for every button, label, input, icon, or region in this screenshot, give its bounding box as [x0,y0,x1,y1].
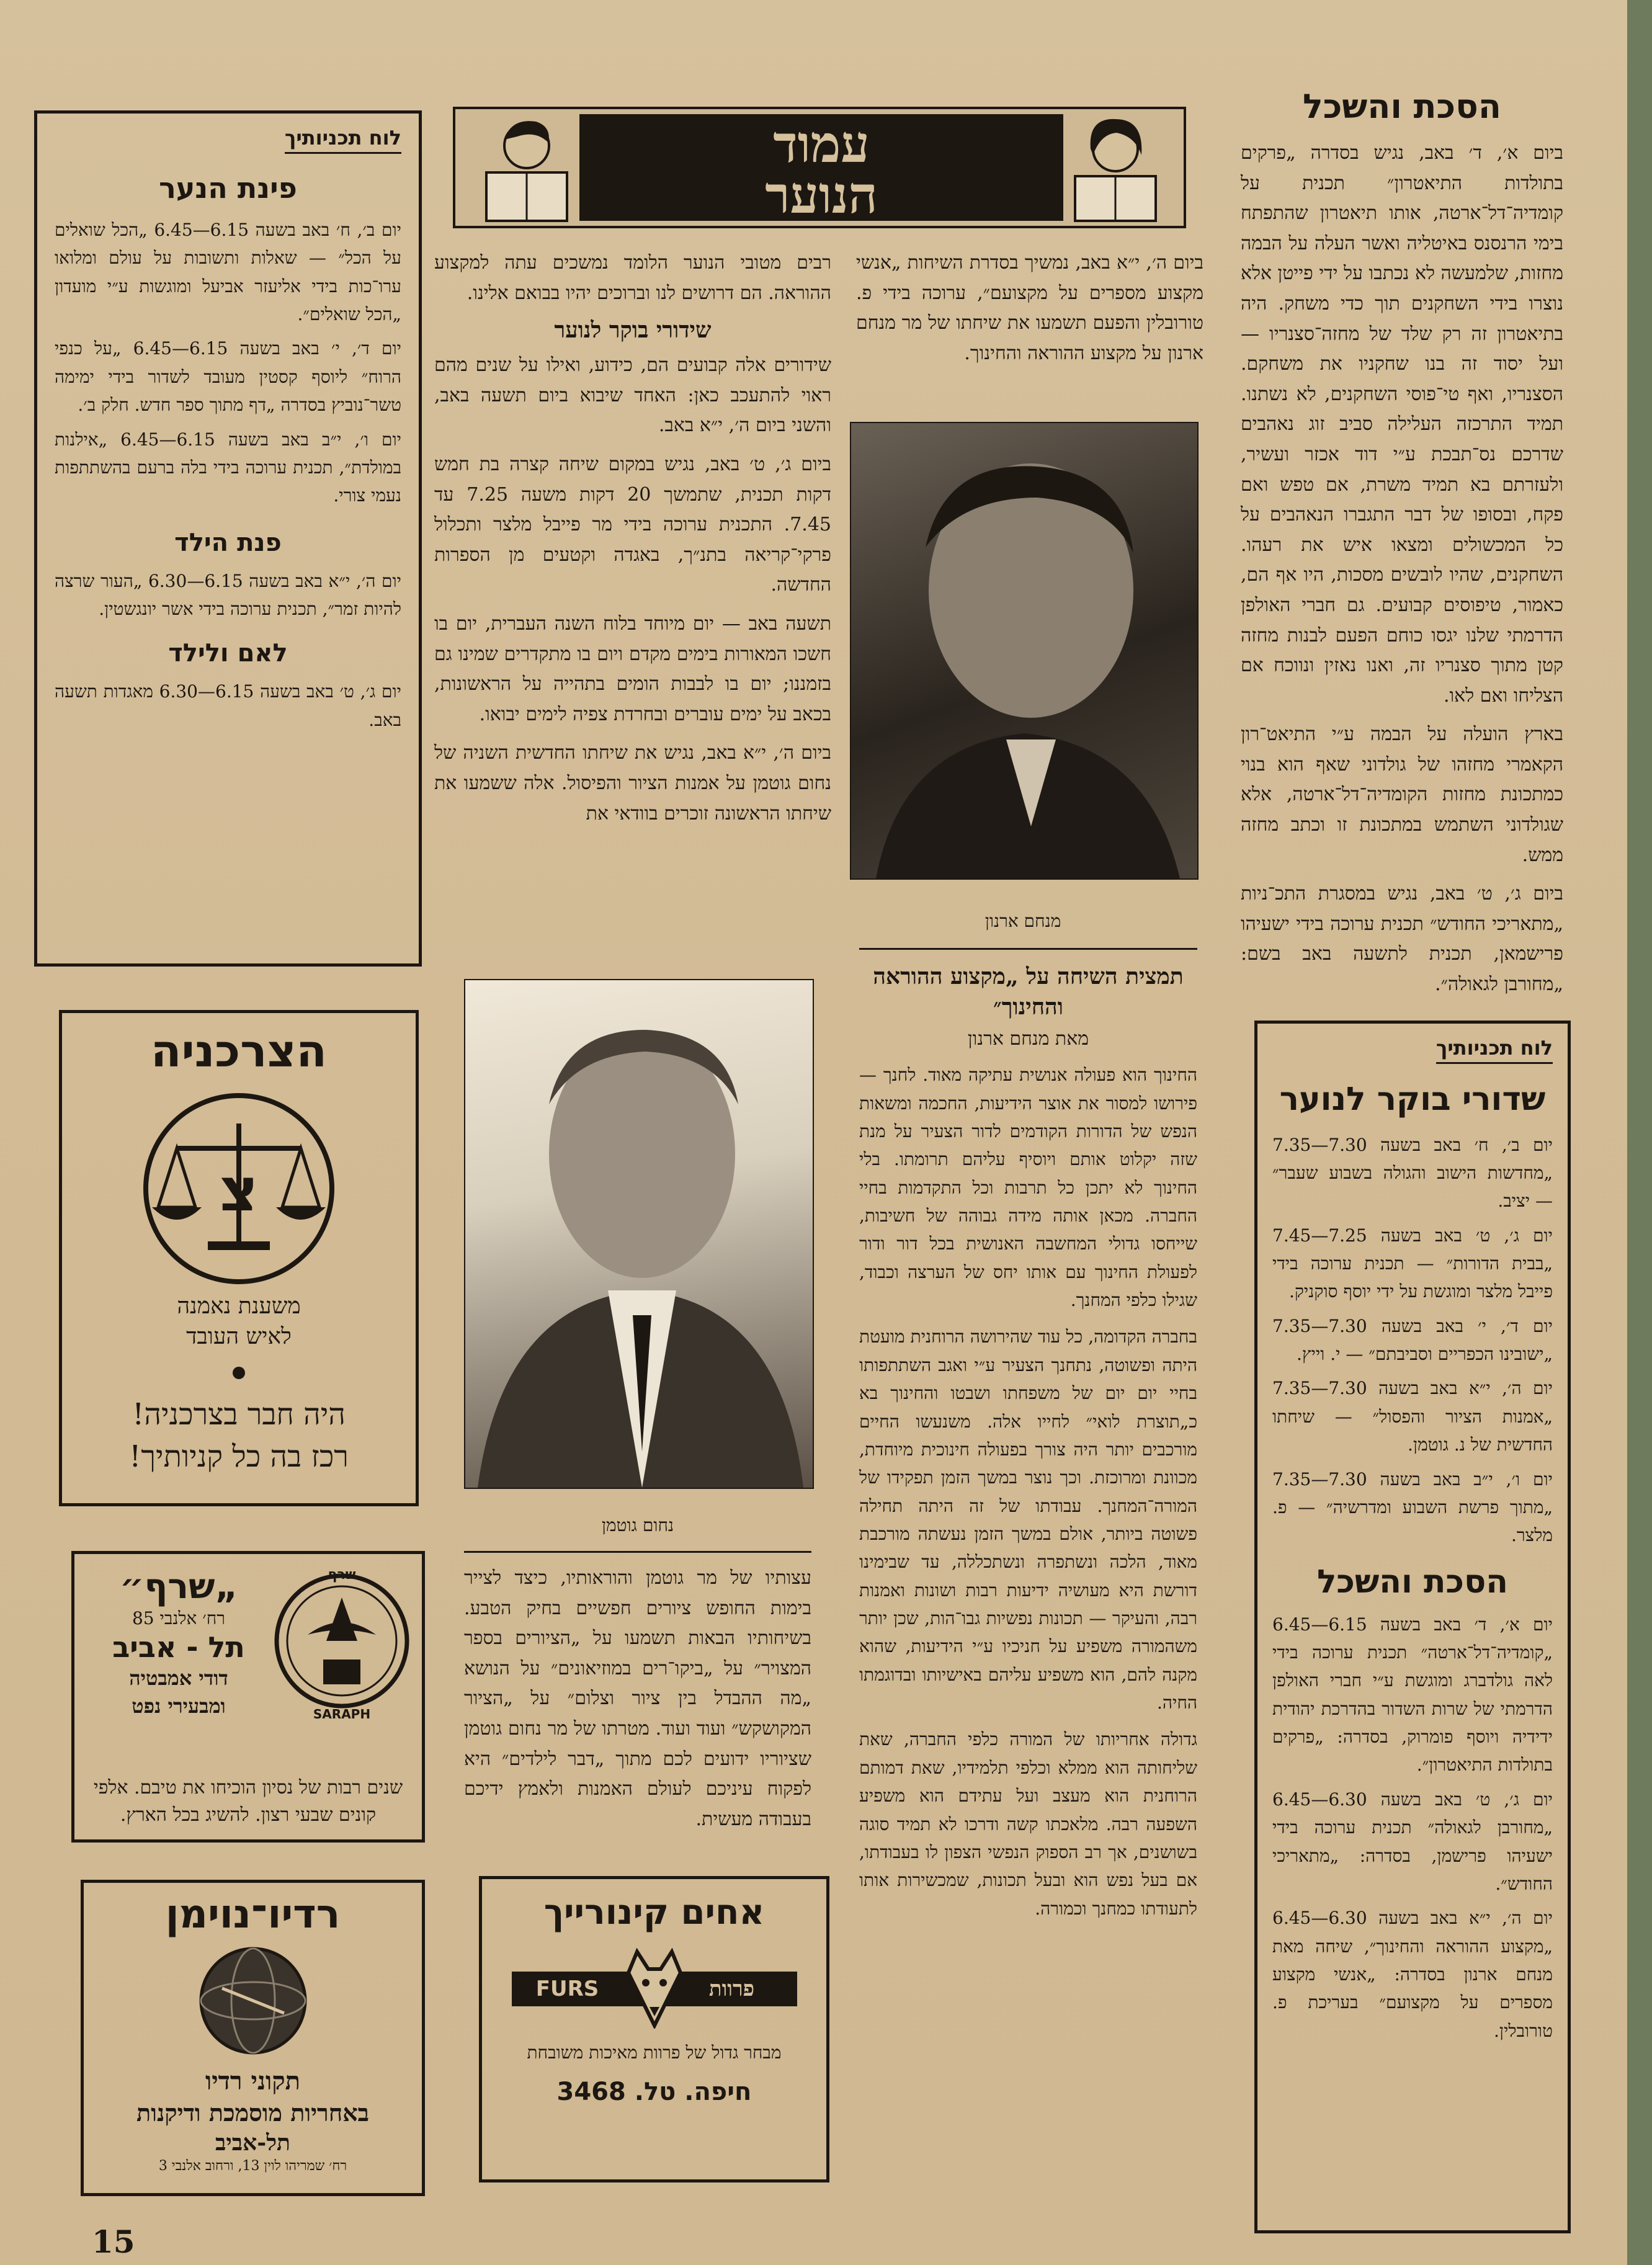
ad-address: רח׳ שמריהו לוין 13, ורחוב אלנבי 3 [158,2158,347,2174]
schedule-label: לוח תכניותיך [285,126,401,154]
column-intro: רבים מטובי הנוער הלומד נמשכים עתה למקצוע ההוראה. הם דרושים לנו וברוכים יהיו בבואם אלינו. [434,252,831,304]
ad-tzarchania [59,1010,419,1506]
ad-name: „שרף״ [119,1566,238,1607]
brand-latin: FURS [535,1977,599,2002]
article-paragraph: החינוך הוא פעולה אנושית עתיקה מאוד. לחנך — פירושו למסור את אוצר הידיעות, החכמה ומשאות הנפש של הדורות הקודמים לדור הצעיר על מנת שזה יקלוט אותם ויוסיף עליהם תרומתו. בלי החינוך לא יתכן כל תרבות וכל התקדמות בחיי החברה. מכאן אותה מידה גבוהה של חשיבות, שייחסו גדולי המחשבה האנושית בכל דור ודור לפעולת החינוך עם אותו יחס של הערצה וכבוד, שגילו כלפי המחנך. [859,1065,1197,1311]
schedule-item: יום א׳, ד׳ באב בשעה 6.15—6.45 „קומדיה־דל־ארטה״ תכנית ערוכה בידי לאה גולדברג ומוגשת ע״י חברי האולפן הדרמתי של שרות השדור בהדרכת יהודית ידידיה ויוסף פומרוק, בסדרה: „פרקים בתולדות התיאטרון״. [1272,1614,1553,1776]
girl-reading-illustration [1066,112,1165,223]
emblem-top-text: שרף [328,1567,356,1583]
column-paragraph: שידורים אלה קבועים הם, כידוע, ואילו על שנים מהם ראוי להתעכב כאן: האחד שיבוא ביום תשעה באב, והשני ביום ה׳, י״א באב. [434,354,831,437]
divider-line [859,948,1197,950]
ad-line: היה חבר בצרכניה! [132,1397,346,1432]
right-paragraph: ביום א׳, ד׳ באב, נגיש בסדרה „פרקים בתולדות התיאטרון״ תכנית על קומדיה־דל־ארטה, אותו תיאטרון שהתפתח בימי הרנסנס באיטליה ואשר העלה על הבמה מחזות, שלמעשה לא נכתבו על ידי פייטן אלא נוצרו בידי השחקנים תוך כדי משחק. היה בתיאטרון זה רק שלד של מחזה־סצנריו — ועל יסוד זה בנו שחקניו את משחקם. הסצנריו, ואף טי־פוסי השחקנים, לא נשתנו. תמיד התרכזה העלילה סביב זוג נאהבים שדרכם נס־תבכת ע״י דוד אכזר ועשיר, ולעזרתם בא תמיד משרת, אם טפש ואם פקח, ובסופו של דבר התגברו הנאהבים על כל המכשולים ומצאו איש את רעהו. השחקנים, שהיו לובשים מסכות, היו אף הם, כאמור, טיפוסים קבועים. גם חברי האולפן הדרמתי שלנו יגסו כוחם הפעם לבנות מחזה קטן מתוך סצנריו זה, ואנו נאזין ונווכח אם הצליחו ואם לאו. [1240,142,1563,707]
photo-caption-arnon: מנחם ארנון [985,911,1061,931]
right-column [1241,87,1563,1009]
mid-left-column [434,248,831,838]
article-title: תמצית השיחה על „מקצוע ההוראה והחינוך״ [873,963,1184,1020]
banner-line-1: עמוד [773,115,870,174]
ad-contact: חיפה. טל. 3468 [556,2078,752,2107]
ad-title: אחים קינורייך [543,1892,765,1932]
column-paragraph: תשעה באב — יום מיוחד בלוח השנה העברית, יום בו חשכו המאורות בימים מקדם ויום בו מתקדרים שמינו גם בזמננו; יום בו לבבות הומים בתהייה על הראשונות, בכאב על ימים עוברים ובחרדת צפיה לימים יבואו. [434,612,831,725]
ad-slogan: משענת נאמנה [177,1293,301,1320]
schedule-label: לוח תכניותיך [1436,1036,1553,1064]
ad-title: רדיו־נוימן [165,1892,341,1937]
banner-line-2: הנוער [765,166,878,225]
right-paragraph: ביום ג׳, ט׳ באב, נגיש במסגרת התכ־ניות „מתאריכי החודש״ תכנית ערוכה בידי ישעיהו פרישמאן, תכנית לתשעה באב בשם: „מחורבן לגאולה״. [1241,883,1563,996]
photo-menachem-arnon [850,422,1199,880]
ad-line: תקוני רדיו [205,2066,301,2096]
column-paragraph: ביום ה׳, י״א באב, נגיש את שיחתו החדשית השניה של נחום גוטמן על אמנות הציור והפיסול. אלה ששמעו את שיחתו הראשונה זוכרים בוודאי את [434,742,831,824]
page-edge [1627,0,1652,2265]
ad-line: ומבעירי נפט [132,1694,226,1718]
column-subtitle: שידורי בוקר לנוער [554,317,712,344]
schedule-item: יום ב׳, ח׳ באב בשעה 7.30—7.35 „מחדשות הישוב והגולה בשבוע שעבר״ — יציב. [1272,1134,1553,1212]
article-intro: ביום ה׳, י״א באב, נמשיך בסדרת השיחות „אנשי מקצוע מספרים על מקצועם״, ערוכה בידי פ. טורובלין והפעם תשמעו את שיחתו של מר מנחם ארנון על מקצוע ההוראה והחינוך. [856,252,1203,364]
gutman-continuation [464,1563,811,1843]
radio-globe-icon [197,1945,309,2057]
fox-head-icon [623,1948,685,2029]
ad-kenigreich [479,1876,829,2182]
schedule-section-title: פנת הילד [174,528,282,557]
schedule-section-title: לאם ולילד [168,639,288,668]
schedule-item: יום ב׳, ח׳ באב בשעה 6.15—6.45 „הכל שואלים על הכל״ — שאלות ותשובות על עולם ומלואו ערו־כות בידי אליעזר אביעל ומוגשות ע״י מועדון „הכל שואלים״. [55,220,401,325]
photo-caption-gutman: נחום גוטמן [601,1515,674,1535]
ad-city: תל-אביב [215,2129,290,2156]
bullet-dot [233,1367,245,1379]
logo-letter: צ [219,1155,259,1225]
schedule-item: יום ד׳, י׳ באב בשעה 7.30—7.35 „ישובינו הכפריים וסביבתם״ — י. וייץ. [1272,1315,1553,1365]
ad-title: הצרכניה [151,1025,327,1077]
schedule-item: יום ג׳, ט׳ באב בשעה 7.25—7.45 „בבית הדורות״ — תכנית ערוכה בידי פייבל מלצר ומוגשת על ידי יוסף סוקניק. [1272,1225,1553,1302]
boy-reading-illustration [480,112,573,223]
right-column-title: הסכת והשכל [1303,87,1501,126]
brand-hebrew: פרוות [708,1977,755,2002]
schedule-item: יום ה׳, י״א באב בשעה 6.30—6.45 „מקצוע ההוראה והחינוך״, שיחה מאת מנחם ארנון בסדרה: „אנשי מקצוע מספרים על מקצועם״ בעריכת פ. טורובלין. [1272,1908,1553,2041]
ad-line: באחריות מוסמכת ודיקנות [136,2099,369,2127]
schedule-item: יום ד׳, י׳ באב בשעה 6.15—6.45 „על כנפי הרוח״ ליוסף קסטין מעובד לשדור בידי ימימה טשר־נוביץ בסדרה „דף מתוך ספר חדש. חלק ב׳. [55,338,402,416]
saraph-emblem-icon [270,1566,413,1722]
scales-logo-icon [140,1089,338,1288]
schedule-box-left [34,110,422,967]
arnon-article [859,962,1197,1931]
ad-slogan: לאיש העובד [186,1323,292,1349]
furs-logo [512,1948,797,2029]
schedule-item: יום ה׳, י״א באב בשעה 7.30—7.35 „אמנות הציור והפסול״ — שיחתו החדשית של נ. גוטמן. [1272,1378,1553,1455]
continuation-paragraph: עצותיו של מר גוטמן והוראותיו, כיצד לצייר בימות החופש ציורים חפשיים בחיק הטבע. בשיחותיו הבאות תשמעו על „הציורים בספר המצויר״ על „ביקו־רים במוזיאונים״ על הנושא „מה ההבדל בין ציור וצלום״ על „הציור המקושקש״ ועוד ועוד. מטרתו של מר נחום גוטמן שציוריו ידועים לכם מתוך „דבר לילדים״ היא לפקוח עיניכם לעולם האמנות ולאמץ ידיכם בעבודה מעשית. [464,1567,811,1830]
right-paragraph: בארץ הועלה על הבמה ע״י התיאט־רון הקאמרי מחזהו של גולדוני שאף הוא בנוי כמתכונת מחזות הקומדיה־דל־ארטה, אלא שגולדוני השתמש במתכונת זו וכתב מחזה ממש. [1241,723,1563,866]
schedule-item: יום ה׳, י״א באב בשעה 6.15—6.30 „העור שרצה להיות זמר״, תכנית ערוכה בידי אשר יונגשטין. [55,570,402,619]
banner-title-block [579,114,1063,225]
ad-city: תל - אביב [112,1630,245,1664]
emblem-bottom-text: SARAPH [313,1707,371,1722]
schedule-box-right [1254,1021,1571,2233]
schedule-section-title: פינת הנער [159,171,297,205]
youth-page-banner [453,107,1186,228]
schedule-item: יום ו׳, י״ב באב בשעה 6.15—6.45 „אילנות במולדת״, תכנית ערוכה בידי בלה ברעם בהשתתפות נעמי צורי. [55,429,401,506]
ad-address: רח׳ אלנבי 85 [132,1607,226,1628]
ad-saraf [71,1551,425,1843]
ad-radio-neuman [81,1880,425,2196]
schedule-section-title: הסכת והשכל [1316,1563,1509,1601]
portrait-silhouette [851,423,1197,878]
page-number: 15 [92,2223,135,2260]
portrait-silhouette [465,980,813,1488]
schedule-section-title: שדורי בוקר לנוער [1279,1081,1546,1118]
ad-line: רכז בה כל קניותיך! [129,1439,349,1474]
article-byline: מאת מנחם ארנון [968,1028,1089,1050]
ad-line: דודי אמבטיה [129,1666,228,1690]
photo-nachum-gutman [464,979,814,1489]
article-paragraph: בחברה הקדומה, כל עוד שהירושה הרוחנית מועטת היתה ופשוטה, נתחנך הצעיר ע״י ואגב השתתפותו בחיי יום יום של משפחתו ושבטו והחינוך בא כ„תוצרת לואי״ לחייו אלה. משנעשו החיים מורכבים יותר היה צורך בפעולה חינוכית מיוחדת, מכוונת ומרוכזת. וכך נוצר במשך הזמן תפקידו של המורה־המחנך. עבודתו של זה היתה תחילה פשוטה ביותר, אולם במשך הזמן נעשתה מורכבת מאוד, הלכה ונשתפרה ונשתכללה, עד שבימינו דורשת היא מעושיה ידיעות רבות ושונות ואמנות רבה, והעיקר — תכונות נפשיות גבו־הות, שכן יותר משהמורה משפיע על חניכיו ע״י הידיעות, שהוא מקנה להם, הוא משפיע עליהם באישיותו ובדוגמתו החיה. [859,1326,1197,1713]
ad-line: מבחר גדול של פרוות מאיכות משובחת [527,2042,782,2063]
column-paragraph: ביום ג׳, ט׳ באב, נגיש במקום שיחה קצרה בת חמש דקות תכנית, שתמשך 20 דקות משעה 7.25 עד 7.45. התכנית ערוכה בידי מר פייבל מלצר ותכלול פרקי־קריאה בתנ״ך, באגדה וקטעים מן הספרות החדשה. [434,453,832,596]
mid-right-column [856,248,1203,377]
article-paragraph: גדולה אחריותו של המורה כלפי החברה, שאת שליחותה הוא ממלא וכלפי תלמידיו, שאת דמותם הרוחנית הוא מעצב ועל עתידם הוא משפיע השפעה רבה. מלאכתו קשה ודרכו לא תמיד סוגה בשושנים, אך רב הספוק הנפשי הצפון לו בעבודתו, אם בעל נפש הוא ובעל תכונות, שמכשירות אותו לתעודתו כמחנך וכמורה. [859,1729,1197,1919]
schedule-item: יום ג׳, ט׳ באב בשעה 6.30—6.45 „מחורבן לגאולה״ תכנית ערוכה בידי ישעיהו פרישמן, בסדרה: „מתאריכי החודש״. [1272,1789,1553,1894]
divider-line [464,1551,811,1553]
ad-saraf-text [86,1568,272,1720]
ad-description: שנים רבות של נסיון הוכיחו את טיבם. אלפי קונים שבעי רצון. להשיג בכל הארץ. [93,1777,403,1826]
schedule-item: יום ו׳, י״ב באב בשעה 7.30—7.35 „מתוך פרשת השבוע ומדרשיה״ — פ. מלצר. [1272,1468,1553,1546]
schedule-item: יום ג׳, ט׳ באב בשעה 6.15—6.30 מאגדות תשעה באב. [55,681,401,730]
